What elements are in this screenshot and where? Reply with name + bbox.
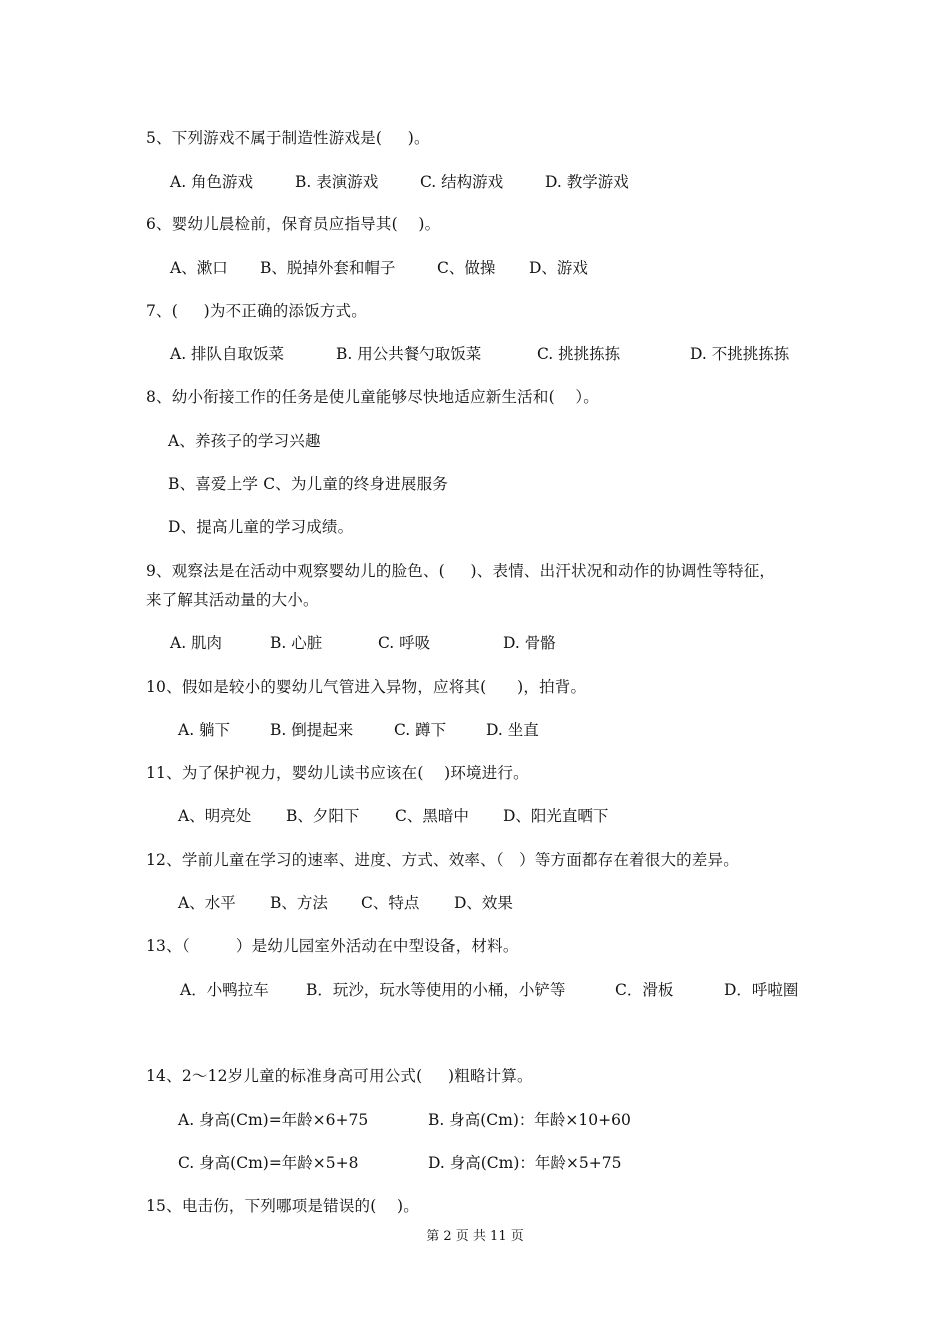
question-6-option-c: C、做操 [437,259,496,277]
question-15-stem: 15、电击伤，下列哪项是错误的( )。 [146,1197,419,1215]
question-11-stem: 11、为了保护视力，婴幼儿读书应该在( )环境进行。 [146,764,529,782]
question-11-option-c: C、黑暗中 [395,807,469,825]
question-7-option-d: D. 不挑挑拣拣 [690,345,790,363]
question-12-option-c: C、特点 [361,894,420,912]
question-13-option-a: A．小鸭拉车 [180,981,269,999]
question-9-option-d: D. 骨骼 [503,634,556,652]
question-13-stem: 13、（ ）是幼儿园室外活动在中型设备，材料。 [146,937,519,955]
question-6-option-b: B、脱掉外套和帽子 [260,259,396,277]
question-13-option-b: B．玩沙，玩水等使用的小桶，小铲等 [306,981,566,999]
question-13-option-c: C．滑板 [615,981,674,999]
question-8-option-bc: B、喜爱上学 C、为儿童的终身进展服务 [168,475,448,493]
question-8-option-d: D、提高儿童的学习成绩。 [168,518,354,536]
question-7-option-c: C. 挑挑拣拣 [537,345,621,363]
question-10-option-b: B. 倒提起来 [270,721,354,739]
question-10-option-c: C. 蹲下 [394,721,447,739]
question-10-option-a: A. 躺下 [178,721,231,739]
question-7-option-b: B. 用公共餐勺取饭菜 [336,345,482,363]
question-5-option-a: A. 角色游戏 [170,173,254,191]
question-11-option-b: B、夕阳下 [286,807,360,825]
question-9-option-b: B. 心脏 [270,634,323,652]
question-12-option-a: A、水平 [178,894,236,912]
question-14-option-b: B. 身高(Cm)：年龄×10+60 [428,1111,631,1129]
question-13-option-d: D．呼啦圈 [724,981,799,999]
question-10-option-d: D. 坐直 [486,721,539,739]
question-14-option-d: D. 身高(Cm)：年龄×5+75 [428,1154,622,1172]
question-11-option-a: A、明亮处 [178,807,252,825]
question-11-option-d: D、阳光直晒下 [503,807,609,825]
question-9-option-c: C. 呼吸 [378,634,431,652]
question-10-stem: 10、假如是较小的婴幼儿气管进入异物，应将其( )，拍背。 [146,678,587,696]
question-9-stem-line-2: 来了解其活动量的大小。 [146,591,319,609]
question-6-option-a: A、漱口 [170,259,228,277]
question-7-option-a: A. 排队自取饭菜 [170,345,285,363]
question-5-option-c: C. 结构游戏 [420,173,504,191]
question-12-stem: 12、学前儿童在学习的速率、进度、方式、效率、（ ）等方面都存在着很大的差异。 [146,851,739,869]
question-7-stem: 7、( )为不正确的添饭方式。 [146,302,367,320]
question-9-stem-line-1: 9、观察法是在活动中观察婴幼儿的脸色、( )、表情、出汗状况和动作的协调性等特征， [146,562,776,580]
question-12-option-b: B、方法 [270,894,328,912]
question-12-option-d: D、效果 [454,894,513,912]
question-6-stem: 6、婴幼儿晨检前，保育员应指导其( )。 [146,215,441,233]
question-14-option-a: A. 身高(Cm)=年龄×6+75 [178,1111,369,1129]
question-8-option-a: A、养孩子的学习兴趣 [168,432,321,450]
question-6-option-d: D、游戏 [529,259,588,277]
page-number-footer: 第 2 页 共 11 页 [426,1229,524,1244]
question-5-option-d: D. 教学游戏 [545,173,629,191]
question-5-option-b: B. 表演游戏 [295,173,379,191]
question-8-stem: 8、幼小衔接工作的任务是使儿童能够尽快地适应新生活和( ）。 [146,388,599,406]
question-14-option-c: C. 身高(Cm)=年龄×5+8 [178,1154,359,1172]
question-14-stem: 14、2～12岁儿童的标准身高可用公式( )粗略计算。 [146,1067,533,1085]
question-5-stem: 5、下列游戏不属于制造性游戏是( )。 [146,129,430,147]
question-9-option-a: A. 肌肉 [170,634,223,652]
